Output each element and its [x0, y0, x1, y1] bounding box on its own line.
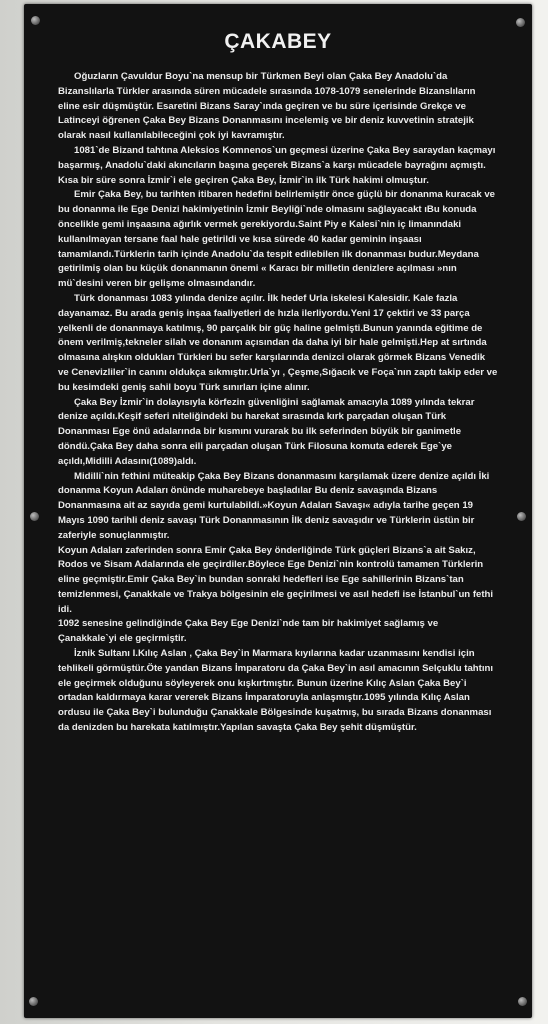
screw-icon	[518, 997, 527, 1006]
paragraph: Midilli`nin fethini müteakip Çaka Bey Bizans donanmasını karşılamak üzere denize açıldı İki donanma Koyun Adaları önünde muharebeye başladılar Bu deniz savaşında Bizans Donanmasına ait az sayıda gemi kurtulabildi.»Koyun Adaları Savaşı« adıyla tarihe geçen 19 Mayıs 1090 tarihli deniz savaşı Türk Donanmasının İlk deniz savaşıdır ve Türklerin üstün bir zaferiyle sonuçlanmıştır.	[58, 470, 490, 541]
plaque-title: ÇAKABEY	[224, 30, 332, 53]
paragraph: İznik Sultanı I.Kılıç Aslan , Çaka Bey`in Marmara kıyılarına kadar uzanmasını kendisi için tehlikeli görmüştür.Öte yandan Bizans İmparatoru da Çaka Bey`in asıl amacının Selçuklu tahtını ele geçirmek olduğunu söyleyerek onu kışkırtmıştır. Bunun üzerine Kılıç Aslan Çaka Bey`i ortadan kaldırmaya karar vererek Bizans İmparatoruyla anlaşmıştır.1095 yılında Kılıç Aslan ordusu ile Çaka Bey`i bulunduğu Çanakkale Bölgesinde kuşatmış, bu sırada Bizans donanması da denizden bu harekata katılmıştır.Yapılan savaşta Çaka Bey şehit düşmüştür.	[58, 648, 494, 734]
screw-icon	[517, 512, 526, 521]
paragraph: Çaka Bey İzmir`in dolayısıyla körfezin güvenliğini sağlamak amacıyla 1089 yılında tekrar denize açıldı.Keşif seferi niteliğindeki bu harekat sırasında kırk parçadan oluşan Türk Donanması Ege önü adalarında bir kısmını vurarak bu ilk seferinden büyük bir ganimetle döndü.Çaka Bey daha sonra eili parçadan oluşan Türk Filosuna komuta ederek Ege`ye açıldı,Midilli Adasını(1089)aldı.	[58, 396, 475, 467]
paragraph: Emir Çaka Bey, bu tarihten itibaren hedefini belirlemiştir önce güçlü bir donanma kuracak ve bu donanma ile Ege Denizi hakimiyetinin İzmir Beyliği`nde olmasını sağlayacakt ıBu konuda öncelikle gemi inşaasına ağırlık vermek gerekiyordu.Saint Piy e Kalesi`nin iç limanındaki kullanılmayan tersane faal hale getirildi ve kısa sürede 40 kadar geminin inşaası tamamlandı.Türklerin tarih içinde Anadolu`da tespit edilebilen ilk donanması budur.Meydana getirilmiş olan bu küçük donanmanın önemi « Karacı bir milletin denizlere açılması »nın mü`desini veren bir gelişme olmasındandır.	[58, 189, 496, 290]
paragraph: 1081`de Bizand tahtına Aleksios Komnenos`un geçmesi üzerine Çaka Bey saraydan kaçmayı başarmış, Anadolu`daki akıncıların başına geçerek Bizans`a karşı mücadele bayrağını açmıştı. Kısa bir süre sonra İzmir`i ele geçiren Çaka Bey, İzmir`in ilk Türk hakimi olmuştur.	[58, 144, 496, 186]
screw-icon	[31, 16, 40, 25]
screw-icon	[29, 997, 38, 1006]
paragraph: Koyun Adaları zaferinden sonra Emir Çaka Bey önderliğinde Türk güçleri Bizans`a ait Sakız, Rodos ve Sisam Adalarında ele geçirdiler.Böylece Ege Denizi`nin kontrolü tamamen Türklerin eline geçmiştir.Emir Çaka Bey`in bundan sonraki hedefleri ise Ege sahillerinin Bizans`tan temizlenmesi, Çanakkale ve Trakya bölgesinin ele geçirilmesi ve asıl hedefi ise İstanbul`un fethi idi.	[58, 544, 494, 615]
paragraph: Türk donanması 1083 yılında denize açılır. İlk hedef Urla iskelesi Kalesidir. Kale fazla dayanamaz. Bu arada geniş inşaa faaliyetleri de hızla ilerliyordu.Yeni 17 çektiri ve 33 parça yelkenli de donanmaya katılmış, 90 parçalık bir güç haline gelmişti.Bunun yanında eğitime de önem verilmiş,tekneler silah ve donanım açısından da daha iyi bir hale gelmişti.Hep at sırtında olmasına alışkın oldukları Türkleri bu sefer karşılarında denizci olarak görmek Bizans Venedik ve Cenevizliler`in canını oldukça sıkmıştır.Urla`yı , Çeşme,Sığacık ve Foça`nın zaptı takip eder ve bu kesimdeki geniş sahil boyu Türk sınırları içine alınır.	[58, 292, 498, 393]
paragraph: 1092 senesine gelindiğinde Çaka Bey Ege Denizi`nde tam bir hakimiyet sağlamış ve Çanakkale`yi ele geçirmiştir.	[58, 618, 439, 645]
plaque-body	[58, 70, 498, 736]
paragraph: Oğuzların Çavuldur Boyu`na mensup bir Türkmen Beyi olan Çaka Bey Anadolu`da Bizanslılarla Türkler arasında süren mücadele sırasında 1078-1079 senelerinde Bizanslıların eline esir düşmüştür. Esaretini Bizans Saray`ında geçiren ve bu süre içerisinde Grekçe ve Latinceyi öğrenen Çaka Bey Bizans Donanmasını incelemiş ve bir deniz kuvvetinin stratejik olarak nasıl kullanılabileceğini çok iyi kavramıştır.	[58, 71, 476, 142]
screw-icon	[30, 512, 39, 521]
screw-icon	[516, 18, 525, 27]
memorial-plaque	[24, 4, 532, 1018]
